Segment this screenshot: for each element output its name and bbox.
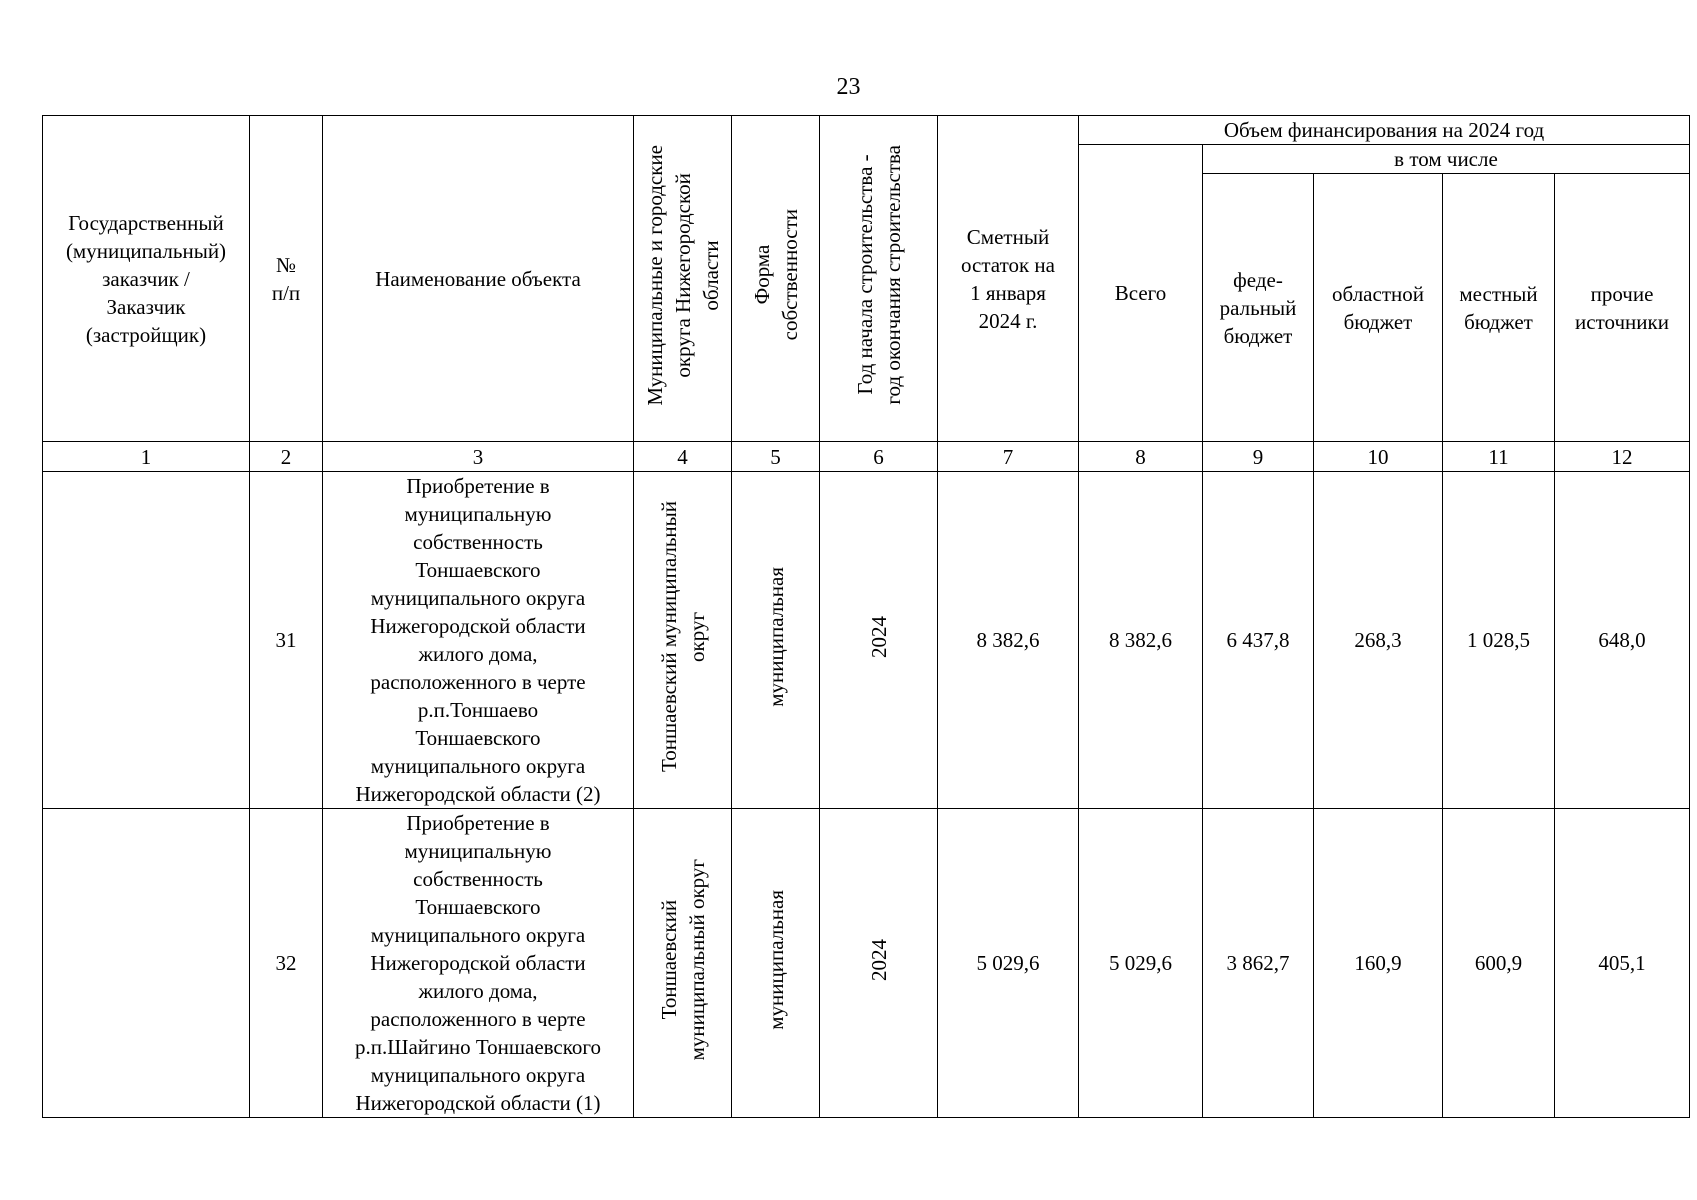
balance-cell: 8 382,6 (938, 472, 1079, 809)
other-cell: 405,1 (1555, 809, 1690, 1118)
balance-cell: 5 029,6 (938, 809, 1079, 1118)
local-cell: 600,9 (1443, 809, 1555, 1118)
header-balance: Сметный остаток на 1 января 2024 г. (938, 116, 1079, 442)
years-cell: 2024 (820, 809, 938, 1118)
header-customer: Государственный (муниципальный) заказчик / Заказчик (застройщик) (43, 116, 250, 442)
column-number: 9 (1203, 442, 1314, 472)
column-number: 11 (1443, 442, 1555, 472)
column-number: 7 (938, 442, 1079, 472)
column-number: 10 (1314, 442, 1443, 472)
header-local: местный бюджет (1443, 174, 1555, 442)
column-number: 2 (250, 442, 323, 472)
object-name-cell: Приобретение в муниципальную собственность Тоншаевского муниципального округа Нижегородской области жилого дома, расположенного в черте р.п.Тоншаево Тоншаевского муниципального округа Нижегородской области (2) (323, 472, 634, 809)
header-districts: Муниципальные и городские округа Нижегородской области (634, 116, 732, 442)
district-cell: Тоншаевский муниципальный округ (634, 472, 732, 809)
column-number: 5 (732, 442, 820, 472)
row-number: 32 (250, 809, 323, 1118)
row-number: 31 (250, 472, 323, 809)
other-cell: 648,0 (1555, 472, 1690, 809)
column-number: 4 (634, 442, 732, 472)
header-federal: феде- ральный бюджет (1203, 174, 1314, 442)
customer-cell (43, 809, 250, 1118)
federal-cell: 3 862,7 (1203, 809, 1314, 1118)
header-number: № п/п (250, 116, 323, 442)
header-funding-group: Объем финансирования на 2024 год (1079, 116, 1690, 145)
header-including: в том числе (1203, 145, 1690, 174)
column-number-row (43, 442, 1690, 472)
page-number: 23 (836, 74, 861, 100)
column-number: 3 (323, 442, 634, 472)
district-cell: Тоншаевский муниципальный округ (634, 809, 732, 1118)
total-cell: 5 029,6 (1079, 809, 1203, 1118)
object-name-cell: Приобретение в муниципальную собственность Тоншаевского муниципального округа Нижегородской области жилого дома, расположенного в черте р.п.Шайгино Тоншаевского муниципального округа Нижегородской области (1) (323, 809, 634, 1118)
years-cell: 2024 (820, 472, 938, 809)
total-cell: 8 382,6 (1079, 472, 1203, 809)
header-other: прочие источники (1555, 174, 1690, 442)
federal-cell: 6 437,8 (1203, 472, 1314, 809)
regional-cell: 268,3 (1314, 472, 1443, 809)
local-cell: 1 028,5 (1443, 472, 1555, 809)
ownership-cell: муниципальная (732, 472, 820, 809)
regional-cell: 160,9 (1314, 809, 1443, 1118)
column-number: 1 (43, 442, 250, 472)
header-ownership: Форма собственности (732, 116, 820, 442)
table-row (43, 472, 1690, 809)
header-regional: областной бюджет (1314, 174, 1443, 442)
column-number: 12 (1555, 442, 1690, 472)
header-total: Всего (1079, 145, 1203, 442)
customer-cell (43, 472, 250, 809)
column-number: 6 (820, 442, 938, 472)
header-object-name: Наименование объекта (323, 116, 634, 442)
table-row (43, 809, 1690, 1118)
header-years: Год начала строительства - год окончания строительства (820, 116, 938, 442)
ownership-cell: муниципальная (732, 809, 820, 1118)
column-number: 8 (1079, 442, 1203, 472)
funding-table (42, 115, 1690, 1118)
